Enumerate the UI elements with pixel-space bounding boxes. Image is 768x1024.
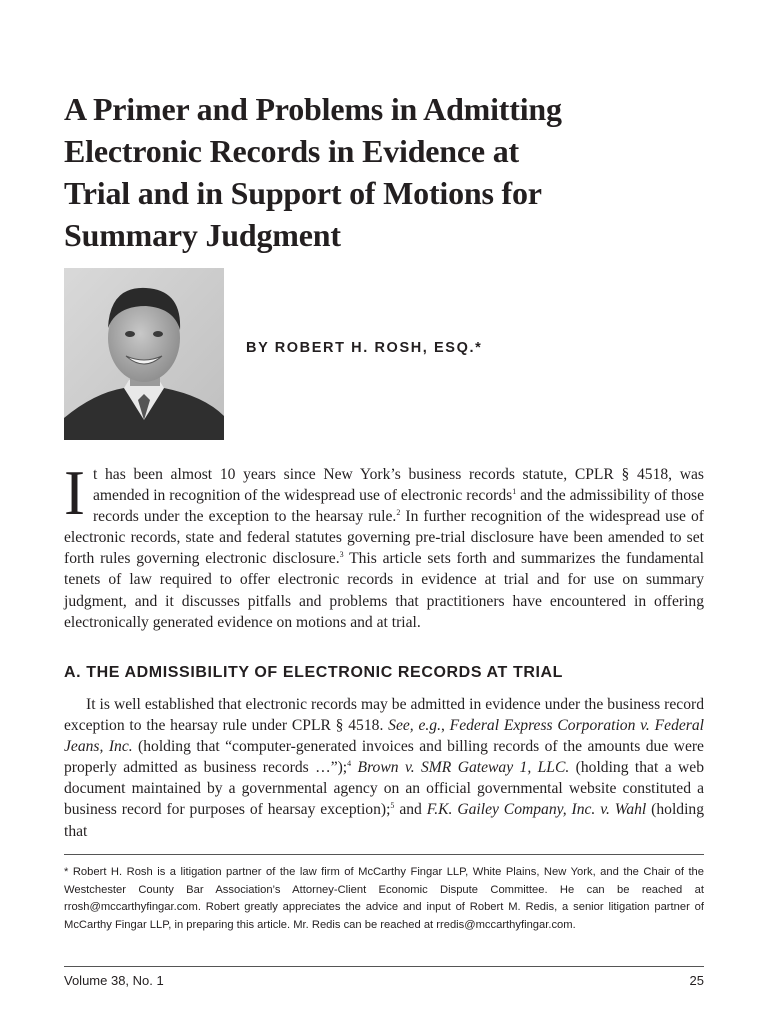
drop-cap: I <box>64 458 85 528</box>
article-title <box>64 88 704 256</box>
intro-paragraph <box>64 458 704 633</box>
section-a-text: It is well established that electronic records may be admitted in evidence under the business record exception to the hearsay rule under CPLR § 4518. See, e.g., Federal Express Corporation v. Federal Jeans, Inc. (holding that “computer-generated invoices and billing records of the amounts due were properly admitted as business records …”);$^4$ Brown v. SMR Gateway 1, LLC. (holding that a web document maintained by a governmental agency on an official governmental website constituted a business record for purposes of hearsay exception);$^5$ and F.K. Gailey Company, Inc. v. Wahl (holding that <box>64 696 705 840</box>
title-line: Trial and in Support of Motions for <box>64 175 542 211</box>
footnote-ref: 5 <box>390 801 395 811</box>
case-citation: Federal Express Corporation v. Federal Jeans, Inc. <box>64 717 704 756</box>
author-photo <box>64 268 224 440</box>
signal-see: See, e.g. <box>388 717 441 735</box>
title-line: Electronic Records in Evidence at <box>64 133 519 169</box>
footnote-divider <box>64 854 704 855</box>
volume-label: Volume 38, No. 1 <box>64 973 164 988</box>
footer-divider <box>64 966 704 967</box>
intro-text: t has been almost 10 years since New York’s business records statute, CPLR § 4518, was amended in recognition of the widespread use of electronic records$^1$ and the admissibility of those records under the exception to the hearsay rule.$^2$ In further recognition of the widespread use of electronic records, state and federal statutes governing pre-trial disclosure have been amended to set forth rules governing electronic disclosure.$^3$ This article sets forth and summarizes the fundamental tenets of law required to offer electronic records in evidence at trial and for use on summary judgment, and it discusses pitfalls and problems that practitioners have encountered in offering electronically generated evidence on motions and at trial. <box>64 466 704 631</box>
section-a-paragraph <box>64 694 704 842</box>
footnote-ref: 2 <box>396 508 401 518</box>
author-footnote: * Robert H. Rosh is a litigation partner of the law firm of McCarthy Fingar LLP, White Plains, New York, and the Chair of the Westchester County Bar Association’s Attorney-Client Economic Dispute Committee. He can be reached at rrosh@mccarthyfingar.com. Robert greatly appreciates the advice and input of Robert M. Redis, a senior litigation partner of McCarthy Fingar LLP, in preparing this article. Mr. Redis can be reached at rredis@mccarthyfingar.com. <box>64 866 704 931</box>
title-line: A Primer and Problems in Admitting <box>64 91 562 127</box>
page-number: 25 <box>689 973 704 988</box>
case-citation: F.K. Gailey Company, Inc. v. Wahl <box>426 801 647 819</box>
author-portrait-image <box>64 268 224 440</box>
footnote-ref: 1 <box>512 487 517 497</box>
footnote-ref: 3 <box>339 550 344 560</box>
footnote-ref: 4 <box>347 759 352 769</box>
section-heading: A. THE ADMISSIBILITY OF ELECTRONIC RECORDS AT TRIAL <box>64 664 564 681</box>
author-byline: BY ROBERT H. ROSH, ESQ.* <box>246 340 483 356</box>
title-line: Summary Judgment <box>64 217 341 253</box>
case-citation: Brown v. SMR Gateway 1, LLC. <box>357 759 570 777</box>
